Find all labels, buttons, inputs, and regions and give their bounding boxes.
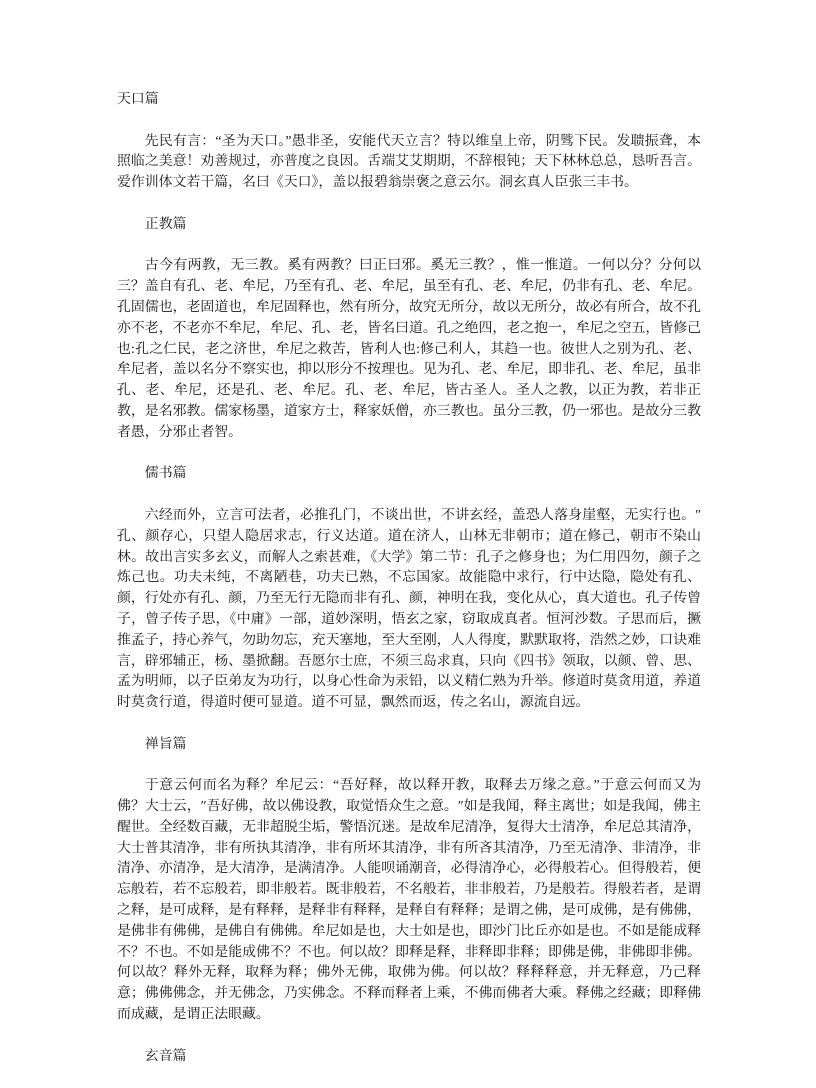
section-title-zhengjiao: 正教篇	[144, 216, 187, 232]
section-title-rushu: 儒书篇	[144, 466, 187, 482]
section-paragraph-zhengjiao: 古今有两教，无三教。奚有两教？曰正曰邪。奚无三教？，惟一惟道。一何以分？分何以三？盖自有孔、老、牟尼，乃至有孔、老、牟尼，虽至有孔、老、牟尼，仍非有孔、老、牟尼。孔固儒也，老固道也，牟尼固释也，然有所分，故究无所分，故以无所分，故必有所合，故不孔亦不老，不老亦不牟尼，牟尼、孔、老，皆名曰道。孔之绝四，老之抱一，牟尼之空五，皆修己也:孔之仁民，老之济世，牟尼之救苦，皆利人也:修己利人，其趋一也。彼世人之别为孔、老、牟尼者，盖以名分不察实也，抑以形分不按理也。见为孔、老、牟尼，即非孔、老、牟尼，虽非孔、老、牟尼，还是孔、老、牟尼。孔、老、牟尼，皆古圣人。圣人之教，以正为教，若非正教，是名邪教。儒家杨墨，道家方士，释家妖僧，亦三教也。虽分三教，仍一邪也。是故分三教者愚，分邪止者智。	[117, 258, 701, 440]
section-paragraph-rushu: 六经而外，立言可法者，必推孔门，不谈出世，不讲玄经，盖恐人落身崖壑，无实行也。″孔、颜存心，只望人隐居求志，行义达道。道在济人，山林无非朝市；道在修己，朝市不染山林。故出言实多玄义，而解人之索甚难，《大学》第二节：孔子之修身也；为仁用四勿，颜子之炼己也。功夫未纯，不离陋巷，功夫已熟，不忘国家。故能隐中求行，行中达隐，隐处有孔、颜，行处亦有孔、颜，乃至无行无隐而非有孔、颜，神明在我，变化从心，真大道也。孔子传曾子，曾子传子思，《中庸》一部，道妙深明，悟玄之家，窃取成真者。恒河沙数。子思而后，撅推孟子，持心养气，勿助勿忘，充天塞地，至大至刚，人人得度，默默取将，浩然之妙，口诀难言，辟邪辅正，杨、墨掀翻。吾愿尔士庶，不须三岛求真，只向《四书》领取，以颜、曾、思、孟为明师，以子臣弟友为功行，以身心性命为汞铅，以义精仁熟为升举。修道时莫贪用道，养道时莫贪行道，得道时便可显道。道不可显，飘然而返，传之名山，源流自远。	[117, 507, 701, 711]
section-title-chanzhi: 禅旨篇	[144, 736, 187, 752]
section-paragraph-tiankou: 先民有言：“圣为天口。”愚非圣，安能代天立言？特以维皇上帝，阴骘下民。发聩振聋，本照临之美意！劝善规过，亦普度之良因。舌端艾艾期期，不辞根钝；天下林林总总，恳听吾言。爱作训体文若干篇，名曰《天口》，盖以报碧翁崇褒之意云尔。洞玄真人臣张三丰书。	[117, 133, 701, 191]
document-body	[117, 90, 701, 1088]
section-title-tiankou: 天口篇	[117, 92, 159, 107]
section-paragraph-chanzhi: 于意云何而名为释？牟尼云：“吾好释，故以释开教，取释去万缘之意。”于意云何而又为佛？大士云，″吾好佛，故以佛设教，取觉悟众生之意。″如是我闻，释主离世；如是我闻，佛主醒世。全经数百藏，无非超脱尘垢，警悟沉迷。是故牟尼清净，复得大士清净，牟尼总其清净，大士普其清净，非有所执其清净，非有所坏其清净，非有所吝其清净，乃至无清净、非清净，非清净、亦清净，是大清净，是满清净。人能呗诵潮音，必得清净心，必得般若心。但得般若，便忘般若，若不忘般若，即非般若。既非般若，不名般若，非非般若，乃是般若。得般若者，是谓之释，是可成释，是有释释，是释非有释释，是释自有释释；是谓之佛，是可成佛，是有佛佛，是佛非有佛佛，是佛自有佛佛。牟尼如是也，大士如是也，即沙门比丘亦如是也。不如是能成释不？不也。不如是能成佛不？不也。何以故？即释是释，非释即非释；即佛是佛，非佛即非佛。何以故？释外无释，取释为释；佛外无佛，取佛为佛。何以故？释释释意，并无释意，乃己释意；佛佛佛念，并无佛念，乃实佛念。不释而释者上乘，不佛而佛者大乘。释佛之经藏；即释佛而成藏，是谓正法眼藏。	[117, 778, 701, 1023]
section-title-xuanyin: 玄音篇	[144, 1048, 187, 1064]
